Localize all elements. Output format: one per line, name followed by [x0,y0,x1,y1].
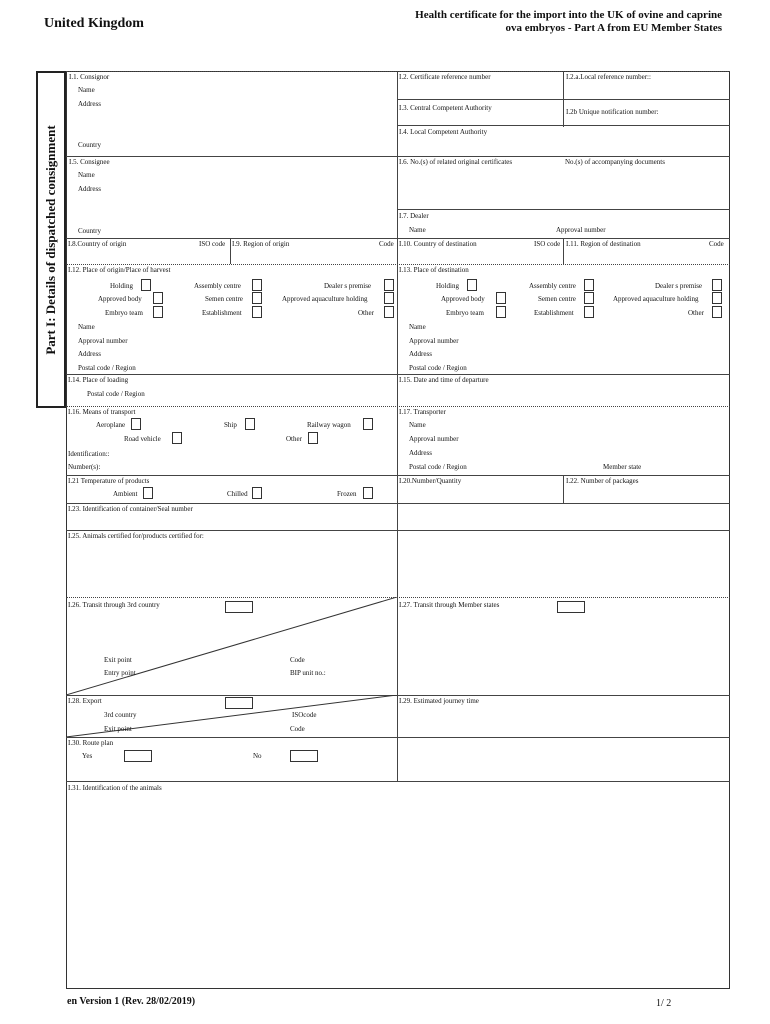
transporter-address-field[interactable]: Address [409,449,432,457]
certificate-title-line2: ova embryos - Part A from EU Member States [505,22,722,34]
route-plan-label: I.30. Route plan [68,739,114,747]
frozen-label: Frozen [337,490,357,498]
holding-checkbox-origin[interactable] [141,279,151,291]
transit-member-box[interactable] [557,601,585,613]
route-yes-label: Yes [82,752,93,760]
ambient-checkbox[interactable] [143,487,153,499]
place-loading-label: I.14. Place of loading [68,376,129,384]
approved-body-checkbox-origin[interactable] [153,292,163,304]
dealers-premise-checkbox-origin[interactable] [384,279,394,291]
rule-row-i12 [66,264,730,265]
transit-member-label: I.27. Transit through Member states [399,601,500,609]
consignor-label: I.1. Consignor [69,73,110,81]
establishment-checkbox-origin[interactable] [252,306,262,318]
assembly-centre-checkbox-origin[interactable] [252,279,262,291]
consignee-label: I.5. Consignee [69,158,110,166]
local-authority-field[interactable]: I.4. Local Competent Authority [399,128,488,136]
approved-body-checkbox-dest[interactable] [496,292,506,304]
exit-point-field[interactable]: Exit point [104,656,132,664]
country-destination-field[interactable]: I.10. Country of destination [399,240,477,248]
transporter-approval-field[interactable]: Approval number [409,435,459,443]
aeroplane-checkbox[interactable] [131,418,141,430]
origin-address-field[interactable]: Address [78,350,101,358]
version-footer: en Version 1 (Rev. 28/02/2019) [67,996,196,1007]
consignor-name-field[interactable]: Name [78,86,95,94]
cert-ref-field[interactable]: I.2. Certificate reference number [399,73,491,81]
rule-row-i23 [66,503,730,504]
chilled-label: Chilled [227,490,248,498]
railway-wagon-checkbox[interactable] [363,418,373,430]
dest-address-field[interactable]: Address [409,350,432,358]
other-checkbox-origin[interactable] [384,306,394,318]
export-iso-field[interactable]: ISOcode [292,711,317,719]
numbers-field[interactable]: Number(s): [68,463,101,471]
place-destination-label: I.13. Place of destination [399,266,469,274]
semen-centre-checkbox-origin[interactable] [252,292,262,304]
export-label: I.28. Export [68,697,102,705]
country-origin-field[interactable]: I.8.Country of origin [68,240,127,248]
origin-postal-field[interactable]: Postal code / Region [78,364,136,372]
bip-unit-field[interactable]: BIP unit no.: [290,669,326,677]
container-seal-field[interactable]: I.23. Identification of container/Seal number [68,505,193,513]
accompanying-docs-field[interactable]: No.(s) of accompanying documents [565,158,665,166]
certificate-title-line1: Health certificate for the import into the UK of ovine and caprine [415,9,722,21]
export-code-field[interactable]: Code [290,725,305,733]
semen-centre-label-origin: Semen centre [205,295,243,303]
dest-postal-field[interactable]: Postal code / Region [409,364,467,372]
dealers-premise-label-origin: Dealer s premise [324,282,372,290]
dest-approval-field[interactable]: Approval number [409,337,459,345]
road-vehicle-label: Road vehicle [124,435,161,443]
dealers-premise-label-dest: Dealer s premise [655,282,703,290]
approved-body-label-dest: Approved body [441,295,485,303]
route-no-label: No [253,752,262,760]
place-origin-label: I.12. Place of origin/Place of harvest [68,266,171,274]
iso-code-destination: ISO code [534,240,561,248]
aeroplane-label: Aeroplane [96,421,126,429]
number-quantity-field[interactable]: I.20.Number/Quantity [399,477,462,485]
ship-checkbox[interactable] [245,418,255,430]
approved-aquaculture-label-dest: Approved aquaculture holding [613,295,699,303]
entry-point-field[interactable]: Entry point [104,669,136,677]
rule-row-i31 [66,781,730,782]
transit-3rd-label: I.26. Transit through 3rd country [68,601,160,609]
chilled-checkbox[interactable] [252,487,262,499]
holding-checkbox-dest[interactable] [467,279,477,291]
other-label-origin: Other [358,309,374,317]
divider-i22 [563,475,564,503]
semen-centre-checkbox-dest[interactable] [584,292,594,304]
page-number: 1/ 2 [656,998,672,1009]
rule-row-i30 [66,737,730,738]
member-state-field[interactable]: Member state [603,463,642,471]
establishment-label-dest: Establishment [534,309,574,317]
side-label: Part I: Details of dispatched consignment [43,125,58,355]
export-box[interactable] [225,697,253,709]
holding-label-dest: Holding [436,282,459,290]
temperature-label: I.21 Temperature of products [68,477,150,485]
assembly-centre-label-origin: Assembly centre [194,282,241,290]
road-vehicle-checkbox[interactable] [172,432,182,444]
code-origin: Code [379,240,394,248]
rule-row-i16 [66,406,730,407]
loading-postal-field[interactable]: Postal code / Region [87,390,145,398]
approved-aquaculture-checkbox-origin[interactable] [384,292,394,304]
transporter-label: I.17. Transporter [399,408,446,416]
route-yes-box[interactable] [124,750,152,762]
unique-notification-field[interactable]: I.2b Unique notification number: [566,108,659,116]
transporter-postal-field[interactable]: Postal code / Region [409,463,467,471]
dest-name-field[interactable]: Name [409,323,426,331]
origin-name-field[interactable]: Name [78,323,95,331]
divider-i9 [230,238,231,264]
embryo-team-label-dest: Embryo team [446,309,484,317]
region-destination-field[interactable]: I.11. Region of destination [566,240,641,248]
ship-label: Ship [224,421,237,429]
other-label-dest: Other [688,309,704,317]
journey-time-field[interactable]: I.29. Estimated journey time [399,697,479,705]
holding-label-origin: Holding [110,282,133,290]
number-packages-field[interactable]: I.22. Number of packages [566,477,639,485]
semen-centre-label-dest: Semen centre [538,295,576,303]
iso-code-origin: ISO code [199,240,226,248]
consignor-country-field[interactable]: Country [78,141,101,149]
rule-row-i25 [66,530,730,531]
transit-3rd-box[interactable] [225,601,253,613]
rule-i7 [397,209,730,210]
code-destination: Code [709,240,724,248]
means-transport-label: I.16. Means of transport [68,408,136,416]
region-origin-field[interactable]: I.9. Region of origin [232,240,290,248]
top-rule [66,71,730,72]
origin-approval-field[interactable]: Approval number [78,337,128,345]
rule-row-i8 [66,238,730,239]
transit-code-field[interactable]: Code [290,656,305,664]
center-divider [397,71,398,781]
establishment-checkbox-dest[interactable] [584,306,594,318]
transport-other-checkbox[interactable] [308,432,318,444]
local-ref-field[interactable]: I.2.a.Local reference number:: [566,73,651,81]
divider-i2a [563,71,564,127]
export-exit-point-field[interactable]: Exit point [104,725,132,733]
dealers-premise-checkbox-dest[interactable] [712,279,722,291]
rule-row-i21 [66,475,730,476]
transport-other-label: Other [286,435,302,443]
rule-row-i5 [66,156,730,157]
route-no-box[interactable] [290,750,318,762]
country-heading: United Kingdom [44,16,144,31]
establishment-label-origin: Establishment [202,309,242,317]
dealer-name-field[interactable]: Name [409,226,426,234]
transporter-name-field[interactable]: Name [409,421,426,429]
embryo-team-checkbox-dest[interactable] [496,306,506,318]
approved-aquaculture-label-origin: Approved aquaculture holding [282,295,368,303]
date-departure-field[interactable]: I.15. Date and time of departure [399,376,489,384]
identification-field[interactable]: Identification:: [68,450,110,458]
consignee-name-field[interactable]: Name [78,171,95,179]
animals-certified-field[interactable]: I.25. Animals certified for/products certified for: [68,532,204,540]
third-country-field[interactable]: 3rd country [104,711,137,719]
embryo-team-checkbox-origin[interactable] [153,306,163,318]
consignor-address-field[interactable]: Address [78,100,101,108]
consignee-country-field[interactable]: Country [78,227,101,235]
railway-wagon-label: Railway wagon [307,421,351,429]
central-authority-field[interactable]: I.3. Central Competent Authority [399,104,492,112]
other-checkbox-dest[interactable] [712,306,722,318]
embryo-team-label-origin: Embryo team [105,309,143,317]
assembly-centre-label-dest: Assembly centre [529,282,576,290]
approved-body-label-origin: Approved body [98,295,142,303]
approved-aquaculture-checkbox-dest[interactable] [712,292,722,304]
ambient-label: Ambient [113,490,138,498]
dealer-approval-field[interactable]: Approval number [556,226,606,234]
frozen-checkbox[interactable] [363,487,373,499]
consignee-address-field[interactable]: Address [78,185,101,193]
identification-animals-field[interactable]: I.31. Identification of the animals [68,784,162,792]
rule-row-i14 [66,374,730,375]
dealer-label: I.7. Dealer [399,212,429,220]
divider-i11 [563,238,564,264]
related-certs-field[interactable]: I.6. No.(s) of related original certificates [399,158,513,166]
assembly-centre-checkbox-dest[interactable] [584,279,594,291]
